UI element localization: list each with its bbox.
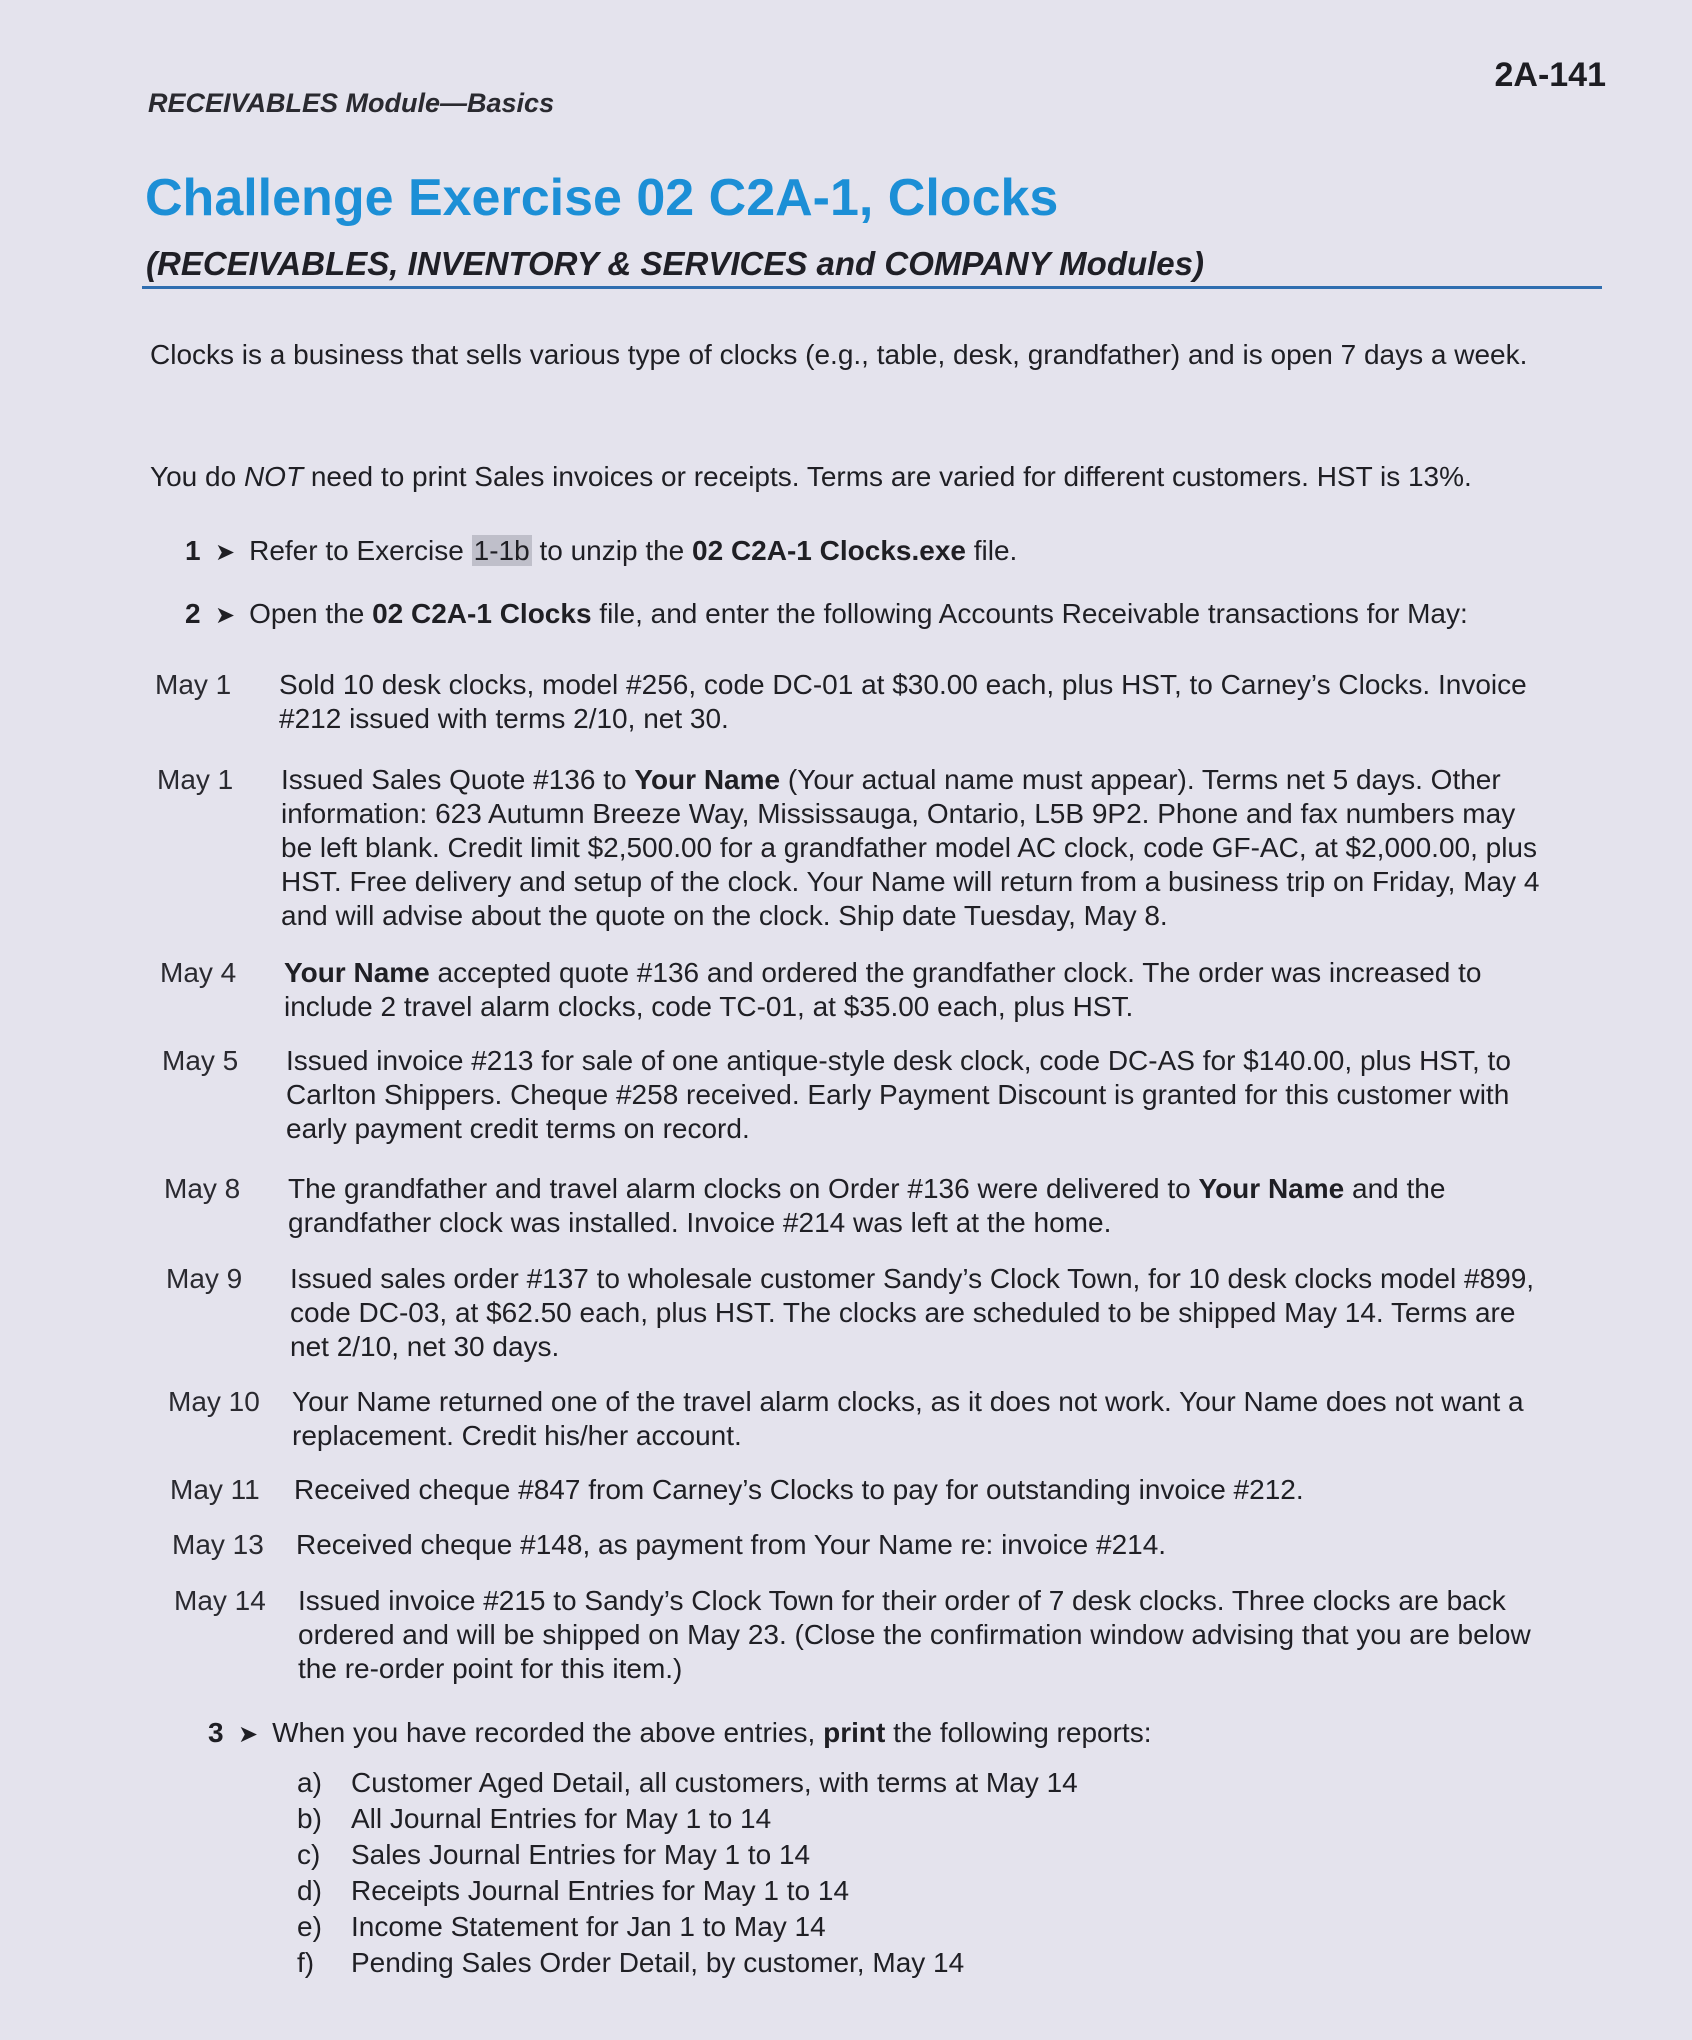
report-item: c) Sales Journal Entries for May 1 to 14 (297, 1839, 811, 1870)
arrow-icon: ➤ (238, 1721, 259, 1748)
report-item: d) Receipts Journal Entries for May 1 to 14 (297, 1875, 850, 1906)
step-2: 2 ➤ Open the 02 C2A-1 Clocks file, and enter the following Accounts Receivable transactions for May: (185, 596, 1468, 634)
report-item: a) Customer Aged Detail, all customers, with terms at May 14 (297, 1767, 1078, 1798)
step-3: 3 ➤ When you have recorded the above entries, print the following reports: (208, 1715, 1151, 1753)
module-label: RECEIVABLES Module—Basics (148, 88, 555, 118)
document-page: RECEIVABLES Module—Basics 2A-141 Challenge Exercise 02 C2A-1, Clocks (RECEIVABLES, INVENTORY & SERVICES and COMPANY Modules) Clocks is a business that sells various type of clocks (e.g., table, desk, grandfather) and is open 7 days a week. You do NOT need to print Sales invoices or receipts. Terms are varied for different customers. HST is 13%. 1 ➤ Refer to Exercise 1-1b to unzip the 02 C2A-1 Clocks.exe file. 2 ➤ Open the 02 C2A-1 Clocks file, and enter the following Accounts Receivable transactions for May: May 1 Sold 10 desk clocks, model #256, code DC-01 at $30.00 each, plus HST, to Carney’s Clocks. Invoice #212 issued with terms 2/10, net 30. May 1 Issued Sales Quote #136 to Your Name (Your actual name must appear). Terms net 5 days. Other information: 623 Autumn Breeze Way, Mississauga, Ontario, L5B 9P2. Phone and fax numbers may be left blank. Credit limit $2,500.00 for a grandfather model AC clock, code GF-AC, at $2,000.00, plus HST. Free delivery and setup of the clock. Your Name will return from a business trip on Friday, May 4 and will advise about the quote on the clock. Ship date Tuesday, May 8. May 4 Your Name accepted quote #136 and ordered the grandfather clock. The order was increased to include 2 travel alarm clocks, code TC-01, at $35.00 each, plus HST. May 5 Issued invoice #213 for sale of one antique-style desk clock, code DC-AS for $140.00, plus HST, to Carlton Shippers. Cheque #258 received. Early Payment Discount is granted for this customer with early payment credit terms on record. May 8 The grandfather and travel alarm clocks on Order #136 were delivered to Your Name and the grandfather clock was installed. Invoice #214 was left at the home. May 9 Issued sales order #137 to wholesale customer Sandy’s Clock Town, for 10 desk clocks model #899, code DC-03, at $62.50 each, plus HST. The clocks are scheduled to be shipped May 14. Terms are net 2/10, net 30 days. May 10 Your Name returned one of the travel alarm clocks, as it does not work. Your Name does not want a replacement. Credit his/her account. May 11 Received cheque #847 from Carney’s Clocks to pay for outstanding invoice #212. May 13 Received cheque #148, as payment from Your Name re: invoice #214. May 14 Issued invoice #215 to Sandy’s Clock Town for their order of 7 desk clocks. Three clocks are back ordered and will be shipped on May 23. (Close the confirmation window advising that you are below the re-order point for this item.) 3 ➤ When you have recorded the above entries, print the following reports: a) Customer Aged Detail, all customers, with terms at May 14 b) All Journal Entries for May 1 to 14 c) Sales Journal Entries for May 1 to 14 d) Receipts Journal Entries for May 1 to 14 e) Income Statement for Jan 1 to May 14 f) Pending Sales Order Detail, by customer, May 14 (0, 0, 1692, 2040)
exercise-subtitle: (RECEIVABLES, INVENTORY & SERVICES and COMPANY Modules) (146, 245, 1204, 282)
arrow-icon: ➤ (215, 602, 236, 629)
title-divider (142, 286, 1602, 289)
report-list (297, 1765, 1297, 1981)
exercise-reference: 1-1b (473, 535, 530, 566)
step-1: 1 ➤ Refer to Exercise 1-1b to unzip the 02 C2A-1 Clocks.exe file. (185, 533, 1017, 571)
exercise-title: Challenge Exercise 02 C2A-1, Clocks (145, 169, 1059, 227)
emphasis-not: NOT (243, 461, 304, 492)
intro-paragraph-2: You do NOT need to print Sales invoices or receipts. Terms are varied for different customers. HST is 13%. (150, 461, 1472, 492)
report-item: f) Pending Sales Order Detail, by customer, May 14 (297, 1947, 965, 1978)
page-number: 2A-141 (1494, 56, 1606, 94)
arrow-icon: ➤ (215, 539, 236, 566)
intro-paragraph-1: Clocks is a business that sells various type of clocks (e.g., table, desk, grandfather) and is open 7 days a week. (150, 339, 1528, 370)
report-item: e) Income Statement for Jan 1 to May 14 (297, 1911, 826, 1942)
report-item: b) All Journal Entries for May 1 to 14 (297, 1803, 772, 1834)
